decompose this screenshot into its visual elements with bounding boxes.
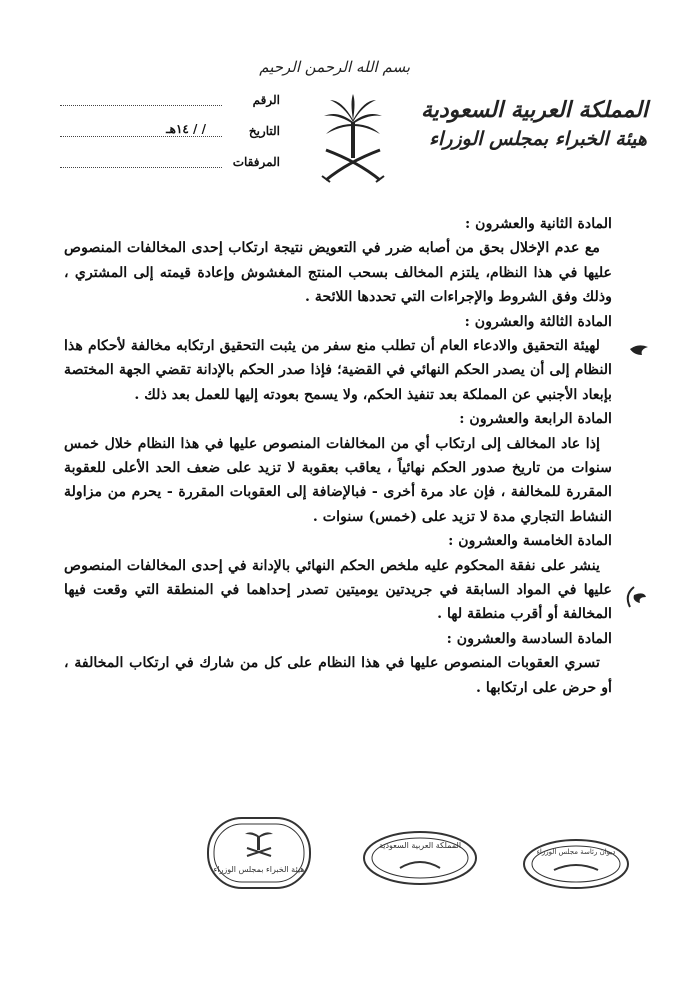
date-row [60, 124, 280, 155]
number-label: الرقم [252, 93, 280, 107]
article-heading: المادة السادسة والعشرون : [446, 630, 612, 647]
reference-block [60, 93, 280, 186]
article-heading: المادة الخامسة والعشرون : [448, 533, 612, 550]
number-row [60, 93, 280, 124]
basmala: بسم الله الرحمن الرحيم [259, 58, 410, 76]
document-body [64, 212, 612, 700]
attachments-dotted-line [60, 167, 222, 168]
article-text: لهيئة التحقيق والادعاء العام أن تطلب منع سفر من يثبت التحقيق ارتكابه مخالفة لأحكام هذا النظام إلى أن يصدر الحكم النهائي في القضية؛ فإذا صدر الحكم بالإدانة تقضي الجهة المختصة بإبعاد الأجنبي عن المملكة بعد تنفيذ الحكم، ولا يسمح بعودته إليها للعمل بعد ذلك . [64, 338, 612, 403]
margin-hook-icon [622, 585, 648, 617]
official-seal-right [520, 830, 630, 890]
date-dotted-line [60, 136, 222, 137]
date-value: / / ١٤هـ [162, 122, 210, 136]
seal-right-text: ديوان رئاسة مجلس الوزراء [536, 848, 616, 856]
organization-header [420, 95, 648, 153]
article-heading: المادة الثالثة والعشرون : [464, 313, 612, 330]
org-authority: هيئة الخبراء بمجلس الوزراء [429, 128, 647, 150]
seal-left-text: هيئة الخبراء بمجلس الوزراء [213, 865, 305, 874]
seal-center-text: المملكة العربية السعودية [378, 841, 462, 850]
article-text: تسري العقوبات المنصوص عليها في هذا النظام على كل من شارك في ارتكاب المخالفة ، أو حرض على ارتكابها . [64, 655, 612, 696]
number-dotted-line [60, 105, 222, 106]
margin-hook-icon [628, 338, 650, 363]
org-country: المملكة العربية السعودية [420, 97, 648, 123]
official-seal-left [205, 812, 313, 892]
attachments-label: المرفقات [232, 155, 280, 169]
date-label: التاريخ [248, 124, 280, 138]
official-seal-center [360, 826, 480, 886]
article-text: مع عدم الإخلال بحق من أصابه ضرر في التعويض نتيجة ارتكاب إحدى المخالفات المنصوص عليها في هذا النظام، يلتزم المخالف بسحب المنتج المغشوش وإعادة قيمته إلى المشتري ، وذلك وفق الشروط والإجراءات التي تحددها اللائحة . [64, 240, 612, 306]
article-text: إذا عاد المخالف إلى ارتكاب أي من المخالفات المنصوص عليها في هذا النظام خلال خمس سنوات من تاريخ صدور الحكم نهائياً ، يعاقب بعقوبة لا تزيد على ضعف الحد الأعلى للعقوبة المقررة للمخالفة ، فإن عاد مرة أخرى - فبالإضافة إلى العقوبات المقررة - يحرم من مزاولة النشاط التجاري مدة لا تزيد على (خمس) سنوات . [64, 435, 612, 525]
article-text: ينشر على نفقة المحكوم عليه ملخص الحكم النهائي بالإدانة في إحدى المخالفات المنصوص عليها في المواد السابقة في جريدتين يوميتين تصدر إحداهما في المنطقة التي وقعت فيها المخالفة أو أقرب منطقة لها . [64, 557, 612, 623]
article-heading: المادة الثانية والعشرون : [464, 216, 612, 232]
palm-swords-emblem-icon [318, 92, 388, 184]
attachments-row [60, 155, 280, 186]
article-heading: المادة الرابعة والعشرون : [459, 411, 612, 428]
